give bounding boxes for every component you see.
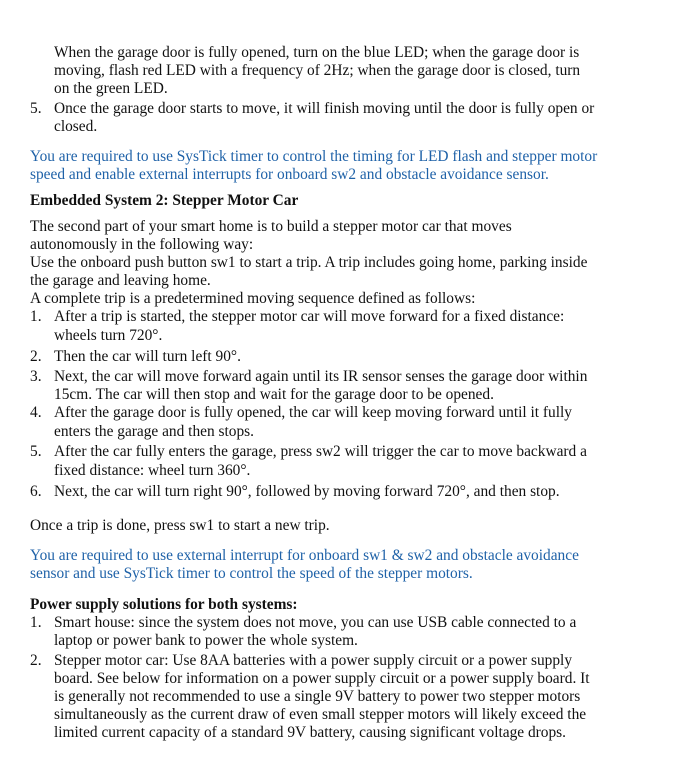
garage-item-5-line-2: closed. — [54, 118, 98, 135]
intro-line-1: The second part of your smart home is to build a stepper motor car that moves — [30, 218, 512, 235]
power-item-1-line-1: Smart house: since the system does not move, you can use USB cable connected to a — [54, 614, 577, 631]
step-2-line-1: Then the car will turn left 90°. — [54, 348, 241, 365]
power-item-2-line-5: limited current capacity of a standard 9V battery, causing significant voltage drops. — [54, 724, 567, 741]
step-6-line-1: Next, the car will turn right 90°, followed by moving forward 720°, and then stop. — [54, 483, 560, 500]
power-item-2-line-1: Stepper motor car: Use 8AA batteries with a power supply circuit or a power supply — [54, 652, 573, 669]
systick-note-line-1: You are required to use SysTick timer to control the timing for LED flash and stepper motor — [30, 148, 598, 165]
step-5-number: 5. — [30, 443, 42, 460]
step-2-number: 2. — [30, 348, 42, 365]
step-3-number: 3. — [30, 368, 42, 385]
garage-continuation-line-2: moving, flash red LED with a frequency of 2Hz; when the garage door is closed, turn — [54, 62, 581, 79]
step-1-number: 1. — [30, 308, 42, 325]
power-item-1-number: 1. — [30, 614, 42, 631]
garage-item-5-number: 5. — [30, 100, 42, 117]
power-item-2-number: 2. — [30, 652, 42, 669]
garage-continuation-line-1: When the garage door is fully opened, turn on the blue LED; when the garage door is — [54, 44, 580, 61]
garage-continuation-line-3: on the green LED. — [54, 80, 168, 97]
step-4-number: 4. — [30, 404, 42, 421]
step-3-line-2: 15cm. The car will then stop and wait for the garage door to be opened. — [54, 386, 494, 403]
intro-line-3: Use the onboard push button sw1 to start a trip. A trip includes going home, parking inside — [30, 254, 588, 271]
garage-item-5-line-1: Once the garage door starts to move, it will finish moving until the door is fully open or — [54, 100, 595, 117]
power-item-2-line-3: is generally not recommended to use a single 9V battery to power two stepper motors — [54, 688, 581, 705]
interrupt-note-line-2: sensor and use SysTick timer to control the speed of the stepper motors. — [30, 565, 473, 582]
step-5-line-2: fixed distance: wheel turn 360°. — [54, 462, 251, 479]
intro-line-4: the garage and leaving home. — [30, 272, 211, 289]
intro-line-2: autonomously in the following way: — [30, 236, 254, 253]
trip-done-text: Once a trip is done, press sw1 to start a new trip. — [30, 517, 330, 534]
systick-note-line-2: speed and enable external interrupts for onboard sw2 and obstacle avoidance sensor. — [30, 166, 549, 183]
interrupt-note-line-1: You are required to use external interrupt for onboard sw1 & sw2 and obstacle avoidance — [30, 547, 579, 564]
power-item-2-line-2: board. See below for information on a power supply circuit or a power supply board. It — [54, 670, 590, 687]
step-4-line-2: enters the garage and then stops. — [54, 423, 255, 440]
intro-line-5: A complete trip is a predetermined moving sequence defined as follows: — [30, 290, 476, 307]
power-item-1-line-2: laptop or power bank to power the whole system. — [54, 632, 358, 649]
step-4-line-1: After the garage door is fully opened, the car will keep moving forward until it fully — [54, 404, 572, 421]
section-heading-stepper-motor-car: Embedded System 2: Stepper Motor Car — [30, 192, 299, 209]
step-5-line-1: After the car fully enters the garage, press sw2 will trigger the car to move backward a — [54, 443, 587, 460]
power-supply-heading: Power supply solutions for both systems: — [30, 596, 298, 613]
step-1-line-1: After a trip is started, the stepper motor car will move forward for a fixed distance: — [54, 308, 565, 325]
power-item-2-line-4: simultaneously as the current draw of even small stepper motors will likely exceed the — [54, 706, 587, 723]
step-1-line-2: wheels turn 720°. — [54, 327, 163, 344]
step-6-number: 6. — [30, 483, 42, 500]
step-3-line-1: Next, the car will move forward again until its IR sensor senses the garage door within — [54, 368, 588, 385]
